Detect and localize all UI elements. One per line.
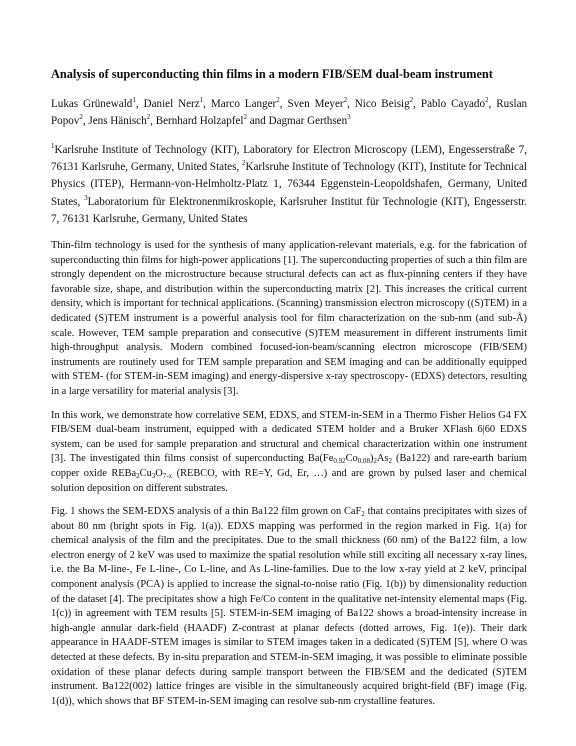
author: Ruslan Popov$^2$, — [51, 98, 528, 127]
author: Nico Beisig$^2$, — [354, 96, 421, 110]
paragraph-introduction: Thin-film technology is used for the synthesis of many application-relevant materials, e.g. for the fabrication of superconducting thin films for high-power applications [1]. The superconducting properties of such a thin film are strongly dependent on the microstructure because structural defects can act as flux-pinning centers if they have favorable size, shape, and distribution within the superconducting matrix [2]. This increases the critical current density, which is important for technical applications. (Scanning) transmission electron microscopy ((S)TEM) in a dedicated (S)TEM instrument is a powerful analysis tool for film characterization on the sub-nm (and sub-Å) scale. However, TEM sample preparation and consecutive (S)TEM measurement in different instruments limit high-throughput analysis. Modern combined focused-ion-beam/scanning electron microscope (FIB/SEM) instruments are routinely used for TEM sample preparation and SEM imaging and can be additionally equipped with STEM- (for STEM-in-SEM imaging) and energy-dispersive x-ray spectroscopy- (EDXS) detectors, resulting in a large versatility for material analysis [3]. — [51, 240, 527, 397]
author: Pablo Cayado$^2$, — [420, 96, 497, 110]
author: Lukas Grünewald$^1$, — [51, 96, 144, 110]
affiliation-number: 1 — [51, 142, 55, 150]
paragraph-results: Fig. 1 shows the SEM-EDXS analysis of a thin Ba122 film grown on CaF$_2$ that contains precipitates with sizes of about 80 nm (bright spots in Fig. 1(a)). EDXS mapping was performed in the region marked in Fig. 1(a) for chemical analysis of the film and the precipitates. Due to the small thickness (60 nm) of the Ba122 film, a low electron energy of 2 keV was used to maximize the spatial resolution while still exciting all necessary x-ray lines, i.e. the Ba M-line-, Fe L-line-, Co L-line, and As L-line-families. Due to the low x-ray yield at 2 keV, principal component analysis (PCA) is applied to increase the signal-to-noise ratio (Fig. 1(b)) by dimensionality reduction of the dataset [4]. The precipitates show a high Fe/Co content in the qualitative net-intensity elemental maps (Fig. 1(c)) in agreement with TEM results [5]. STEM-in-SEM imaging of Ba122 shows a broad-intensity increase in high-angle annular dark-field (HAADF) Z-contrast at planar defects (dotted arrows, Fig. 1(e)). Their dark appearance in HAADF-STEM images is similar to STEM images taken in a dedicated (S)TEM [5], where O was detected at these defects. By in-situ preparation and STEM-in-SEM imaging, it was possible to eliminate possible oxidation of these planar defects during sample transport between the FIB/SEM and the dedicated (S)TEM instrument. Ba122(002) lattice fringes are visible in the simultaneously acquired bright-field (BF) image (Fig. 1(d)), which shows that BF STEM-in-SEM imaging can resolve sub-nm crystalline features. — [51, 506, 527, 707]
paper-page — [51, 66, 527, 718]
affiliation-number: 3 — [84, 193, 88, 202]
author: Bernhard Holzapfel$^2$ and — [155, 113, 269, 127]
author: Jens Hänisch$^2$, — [88, 113, 156, 127]
author: Dagmar Gerthsen$^3$ — [268, 113, 351, 127]
author: Sven Meyer$^2$, — [287, 96, 355, 110]
affiliation-number: 2 — [241, 159, 246, 168]
paragraph-methods: In this work, we demonstrate how correlative SEM, EDXS, and STEM-in-SEM in a Thermo Fisher Helios G4 FX FIB/SEM dual-beam instrument, equipped with a dedicated STEM holder and a Bruker XFlash 6|60 EDXS system, can be used for sample preparation and structural and chemical characterization within one instrument [3]. The investigated thin films consist of superconducting $Ba(Fe_{0.92}Co_{0.08})_2As_2$ (Ba122) and rare-earth barium copper oxide $REBa_2Cu_3O_{7-x}$ (REBCO, with RE=Y, Gd, Er, …) and are grown by pulsed laser and chemical solution deposition on different substrates. — [51, 409, 528, 494]
author: Daniel Nerz$^1$, — [143, 96, 211, 110]
affiliation-text: Karlsruhe Institute of Technology (KIT), Institute for Technical Physics (ITEP), Hermann-von-Helmholtz-Platz 1, 76344 Eggenstein-Leopoldshafen, Germany, United States, — [51, 161, 527, 208]
author-list — [51, 96, 527, 130]
affiliation-text: Karlsruhe Institute of Technology (KIT), Laboratory for Electron Microscopy (LEM), Engesserstraße 7, 76131 Karlsruhe, Germany, United States, — [51, 144, 527, 174]
author: Marco Langer$^2$, — [210, 96, 288, 110]
affiliations — [51, 142, 527, 228]
paper-title: Analysis of superconducting thin films in a modern FIB/SEM dual-beam instrument — [51, 67, 493, 81]
affiliation-text: Laboratorium für Elektronenmikroskopie, Karlsruher Institut für Technologie (KIT), Engesserstr. 7, 76131 Karlsruhe, Germany, United States — [51, 195, 528, 225]
